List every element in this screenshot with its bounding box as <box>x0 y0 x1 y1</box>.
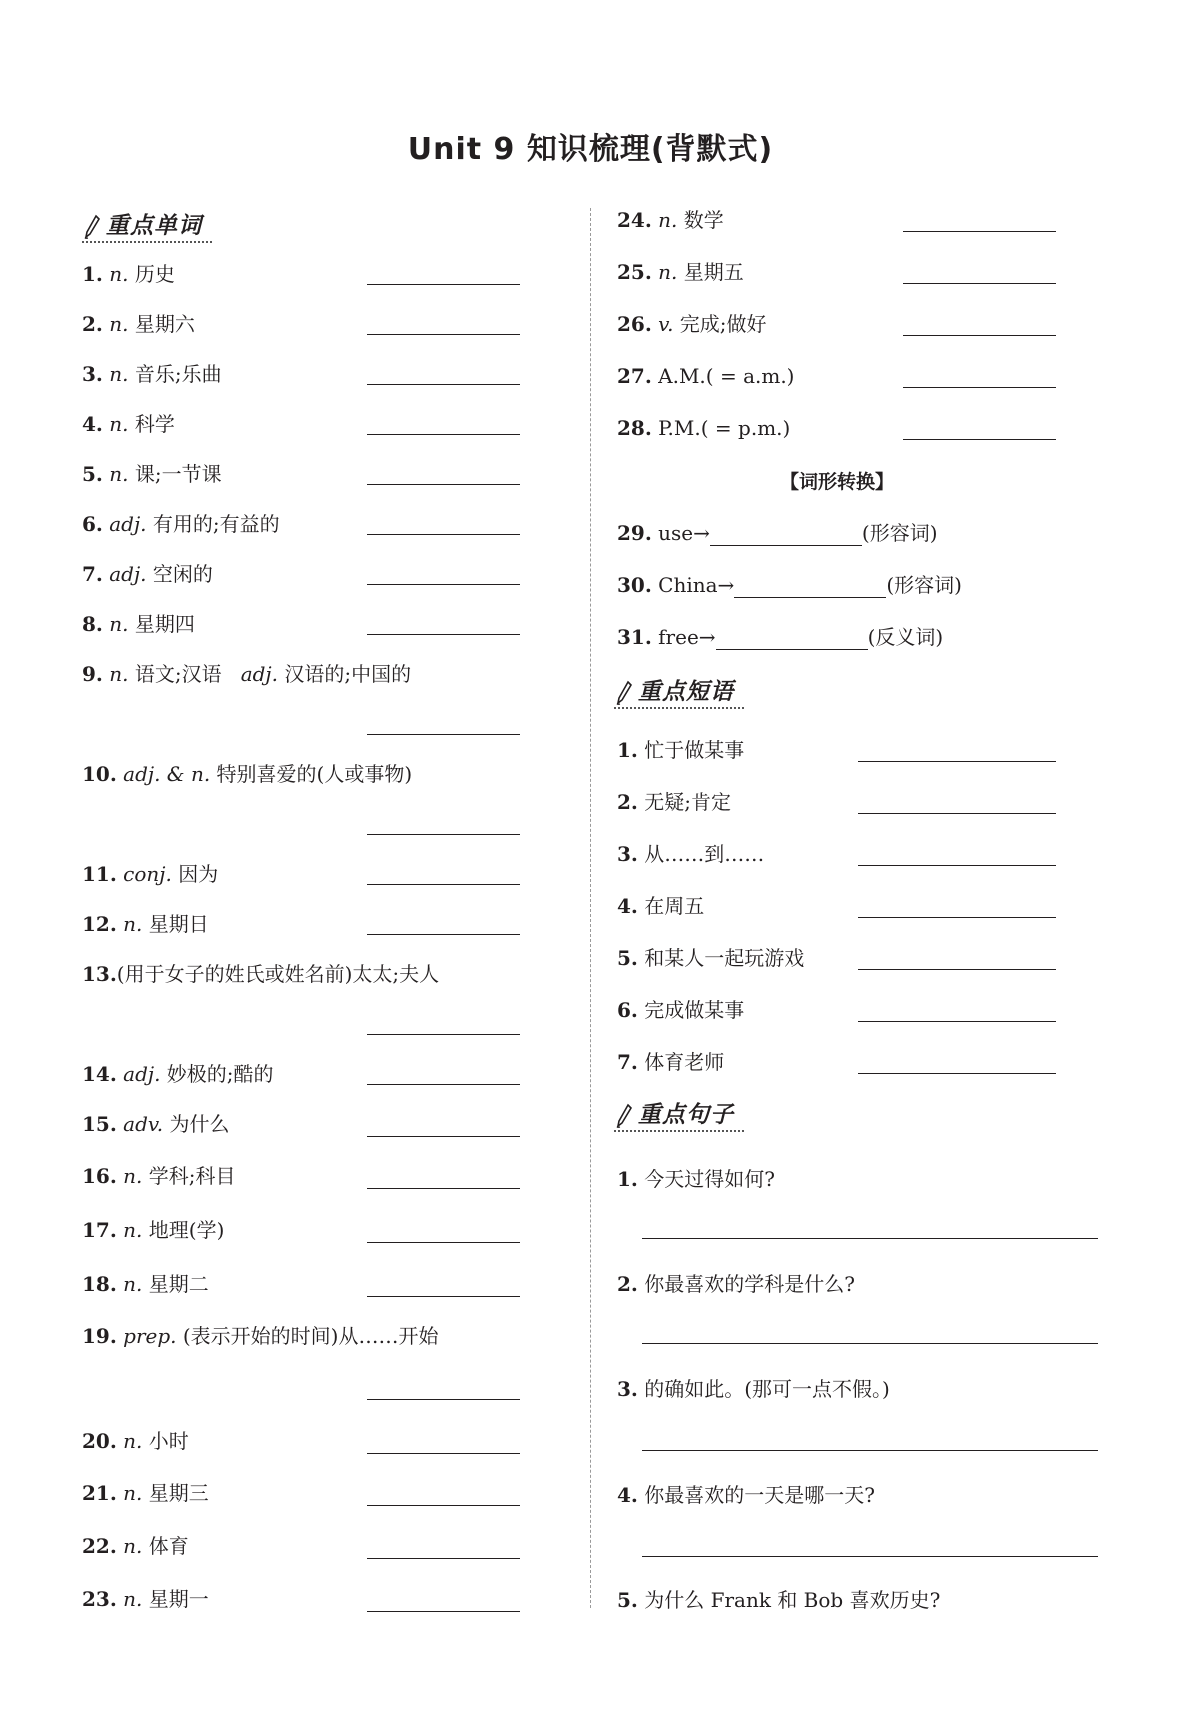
word-forms-heading: 【词形转换】 <box>780 471 895 493</box>
answer-blank[interactable] <box>642 1450 1098 1451</box>
word-form-item: 30. China→ (形容词) <box>617 573 962 597</box>
word-item: 28. P.M.( = p.m.) <box>617 416 791 440</box>
word-item: 21. n. 星期三 <box>82 1481 209 1505</box>
pen-icon <box>614 1103 634 1129</box>
answer-blank[interactable] <box>367 1611 520 1612</box>
word-item: 9. n. 语文;汉语 adj. 汉语的;中国的 <box>82 662 412 686</box>
section-heading-sentences <box>614 1095 744 1132</box>
word-item: 11. conj. 因为 <box>82 862 219 886</box>
word-item: 15. adv. 为什么 <box>82 1112 230 1136</box>
answer-blank[interactable] <box>367 1136 520 1137</box>
answer-blank[interactable] <box>642 1556 1098 1557</box>
answer-blank[interactable] <box>367 1242 520 1243</box>
answer-blank[interactable] <box>367 1505 520 1506</box>
word-form-item: 29. use→ (形容词) <box>617 521 938 545</box>
answer-blank[interactable] <box>858 761 1056 762</box>
answer-blank[interactable] <box>903 439 1056 440</box>
answer-blank[interactable] <box>734 575 886 598</box>
word-item: 16. n. 学科;科目 <box>82 1164 236 1188</box>
phrase-item: 4. 在周五 <box>617 894 705 918</box>
word-item: 13.(用于女子的姓氏或姓名前)太太;夫人 <box>82 962 440 986</box>
answer-blank[interactable] <box>858 1021 1056 1022</box>
answer-blank[interactable] <box>903 387 1056 388</box>
answer-blank[interactable] <box>367 334 520 335</box>
answer-blank[interactable] <box>367 584 520 585</box>
sentence-item: 5. 为什么 Frank 和 Bob 喜欢历史? <box>617 1588 941 1612</box>
answer-blank[interactable] <box>367 1296 520 1297</box>
word-item: 3. n. 音乐;乐曲 <box>82 362 222 386</box>
column-divider <box>590 208 591 1608</box>
word-item: 1. n. 历史 <box>82 262 175 286</box>
sentence-item: 3. 的确如此。(那可一点不假。) <box>617 1377 890 1401</box>
answer-blank[interactable] <box>367 284 520 285</box>
word-item: 12. n. 星期日 <box>82 912 209 936</box>
pen-icon <box>614 680 634 706</box>
answer-blank[interactable] <box>716 627 868 650</box>
answer-blank[interactable] <box>367 534 520 535</box>
section-heading-phrases <box>614 672 744 709</box>
answer-blank[interactable] <box>367 1034 520 1035</box>
answer-blank[interactable] <box>367 484 520 485</box>
answer-blank[interactable] <box>858 813 1056 814</box>
word-item: 17. n. 地理(学) <box>82 1218 225 1242</box>
answer-blank[interactable] <box>710 523 862 546</box>
word-item: 22. n. 体育 <box>82 1534 189 1558</box>
sentence-item: 4. 你最喜欢的一天是哪一天? <box>617 1483 875 1507</box>
phrase-item: 6. 完成做某事 <box>617 998 745 1022</box>
word-item: 20. n. 小时 <box>82 1429 189 1453</box>
answer-blank[interactable] <box>858 1073 1056 1074</box>
section-label: 重点句子 <box>638 1102 734 1128</box>
answer-blank[interactable] <box>858 865 1056 866</box>
section-heading-words <box>82 206 212 243</box>
word-item: 26. v. 完成;做好 <box>617 312 767 336</box>
answer-blank[interactable] <box>858 917 1056 918</box>
word-item: 27. A.M.( = a.m.) <box>617 364 795 388</box>
answer-blank[interactable] <box>642 1238 1098 1239</box>
section-label: 重点短语 <box>638 679 734 705</box>
word-item: 23. n. 星期一 <box>82 1587 209 1611</box>
page-title: Unit 9 知识梳理(背默式) <box>407 132 774 167</box>
word-item: 7. adj. 空闲的 <box>82 562 213 586</box>
section-label: 重点单词 <box>106 213 202 239</box>
answer-blank[interactable] <box>903 335 1056 336</box>
answer-blank[interactable] <box>367 934 520 935</box>
answer-blank[interactable] <box>367 384 520 385</box>
answer-blank[interactable] <box>642 1343 1098 1344</box>
word-item: 24. n. 数学 <box>617 208 724 232</box>
phrase-item: 7. 体育老师 <box>617 1050 725 1074</box>
sentence-item: 1. 今天过得如何? <box>617 1167 775 1191</box>
answer-blank[interactable] <box>367 1453 520 1454</box>
word-item: 14. adj. 妙极的;酷的 <box>82 1062 274 1086</box>
word-item: 18. n. 星期二 <box>82 1272 209 1296</box>
word-item: 8. n. 星期四 <box>82 612 195 636</box>
word-item: 4. n. 科学 <box>82 412 175 436</box>
word-item: 6. adj. 有用的;有益的 <box>82 512 280 536</box>
word-form-item: 31. free→ (反义词) <box>617 625 944 649</box>
phrase-item: 3. 从……到…… <box>617 842 765 866</box>
answer-blank[interactable] <box>367 1188 520 1189</box>
word-item: 2. n. 星期六 <box>82 312 195 336</box>
answer-blank[interactable] <box>367 884 520 885</box>
phrase-item: 2. 无疑;肯定 <box>617 790 731 814</box>
word-item: 5. n. 课;一节课 <box>82 462 222 486</box>
word-item: 19. prep. (表示开始的时间)从……开始 <box>82 1324 439 1348</box>
word-item: 10. adj. & n. 特别喜爱的(人或事物) <box>82 762 413 786</box>
answer-blank[interactable] <box>367 434 520 435</box>
phrase-item: 5. 和某人一起玩游戏 <box>617 946 805 970</box>
sentence-item: 2. 你最喜欢的学科是什么? <box>617 1272 855 1296</box>
answer-blank[interactable] <box>858 969 1056 970</box>
word-item: 25. n. 星期五 <box>617 260 744 284</box>
answer-blank[interactable] <box>367 634 520 635</box>
answer-blank[interactable] <box>367 1399 520 1400</box>
answer-blank[interactable] <box>367 1084 520 1085</box>
answer-blank[interactable] <box>367 834 520 835</box>
answer-blank[interactable] <box>903 283 1056 284</box>
phrase-item: 1. 忙于做某事 <box>617 738 745 762</box>
answer-blank[interactable] <box>903 231 1056 232</box>
answer-blank[interactable] <box>367 734 520 735</box>
answer-blank[interactable] <box>367 1558 520 1559</box>
pen-icon <box>82 214 102 240</box>
